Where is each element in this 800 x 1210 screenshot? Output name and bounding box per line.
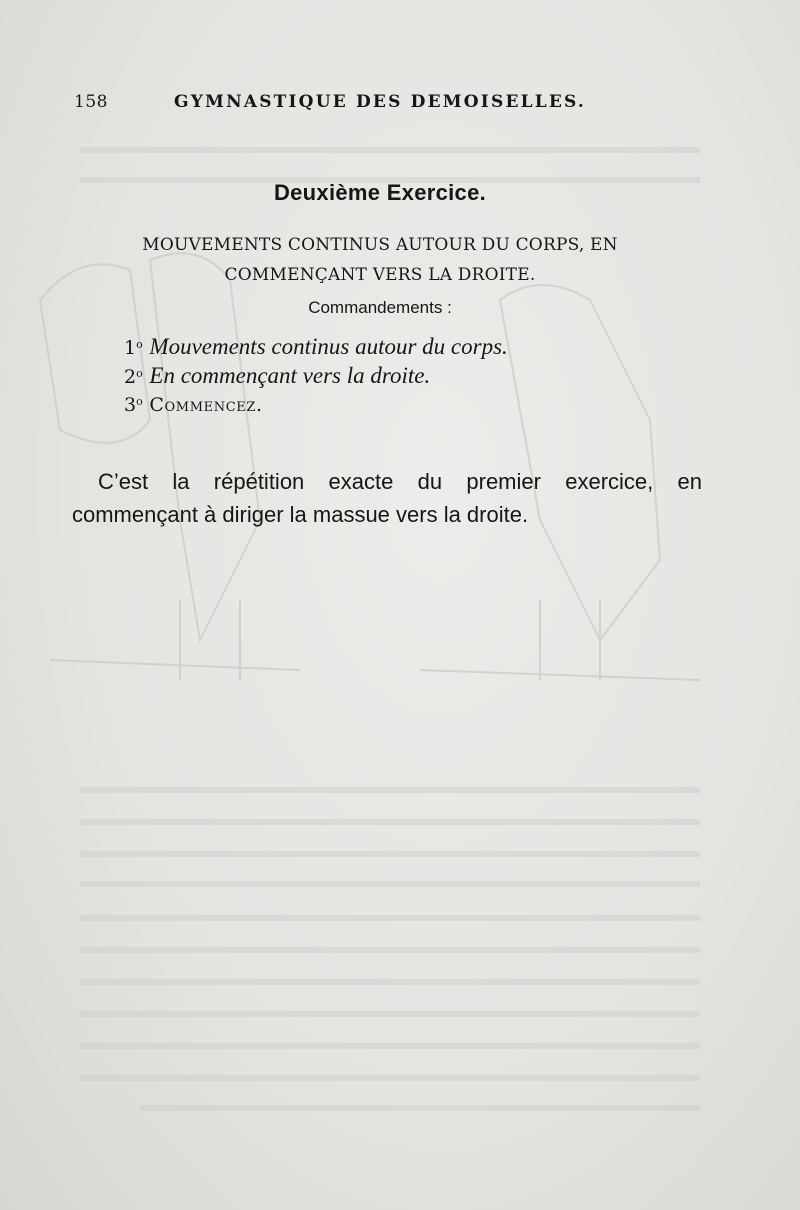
command-text: Commencez.	[149, 394, 263, 416]
exercise-subheading	[120, 230, 640, 290]
book-title: GYMNASTIQUE DES DEMOISELLES.	[174, 92, 587, 112]
exercise-title: Deuxième Exercice.	[273, 180, 487, 205]
page-number: 158	[74, 92, 108, 112]
body-paragraph: C’est la répétition exacte du premier exercice, en commençant à diriger la massue vers la droite.	[72, 469, 702, 527]
command-text: En commençant vers la droite.	[149, 363, 431, 388]
command-item	[124, 334, 664, 363]
command-text: Mouvements continus autour du corps.	[149, 334, 508, 359]
command-item	[124, 392, 664, 421]
commands-heading: Commandements :	[308, 298, 452, 317]
subheading-line-2: COMMENÇANT VERS LA DROITE.	[224, 265, 536, 285]
command-number: 2$^o$	[124, 366, 143, 388]
command-number: 1$^o$	[124, 337, 143, 359]
subheading-line-1: MOUVEMENTS CONTINUS AUTOUR DU CORPS, EN	[142, 235, 618, 255]
command-item	[124, 363, 664, 392]
commands-list	[124, 334, 664, 421]
running-head	[74, 92, 594, 122]
command-number: 3$^o$	[124, 394, 143, 416]
